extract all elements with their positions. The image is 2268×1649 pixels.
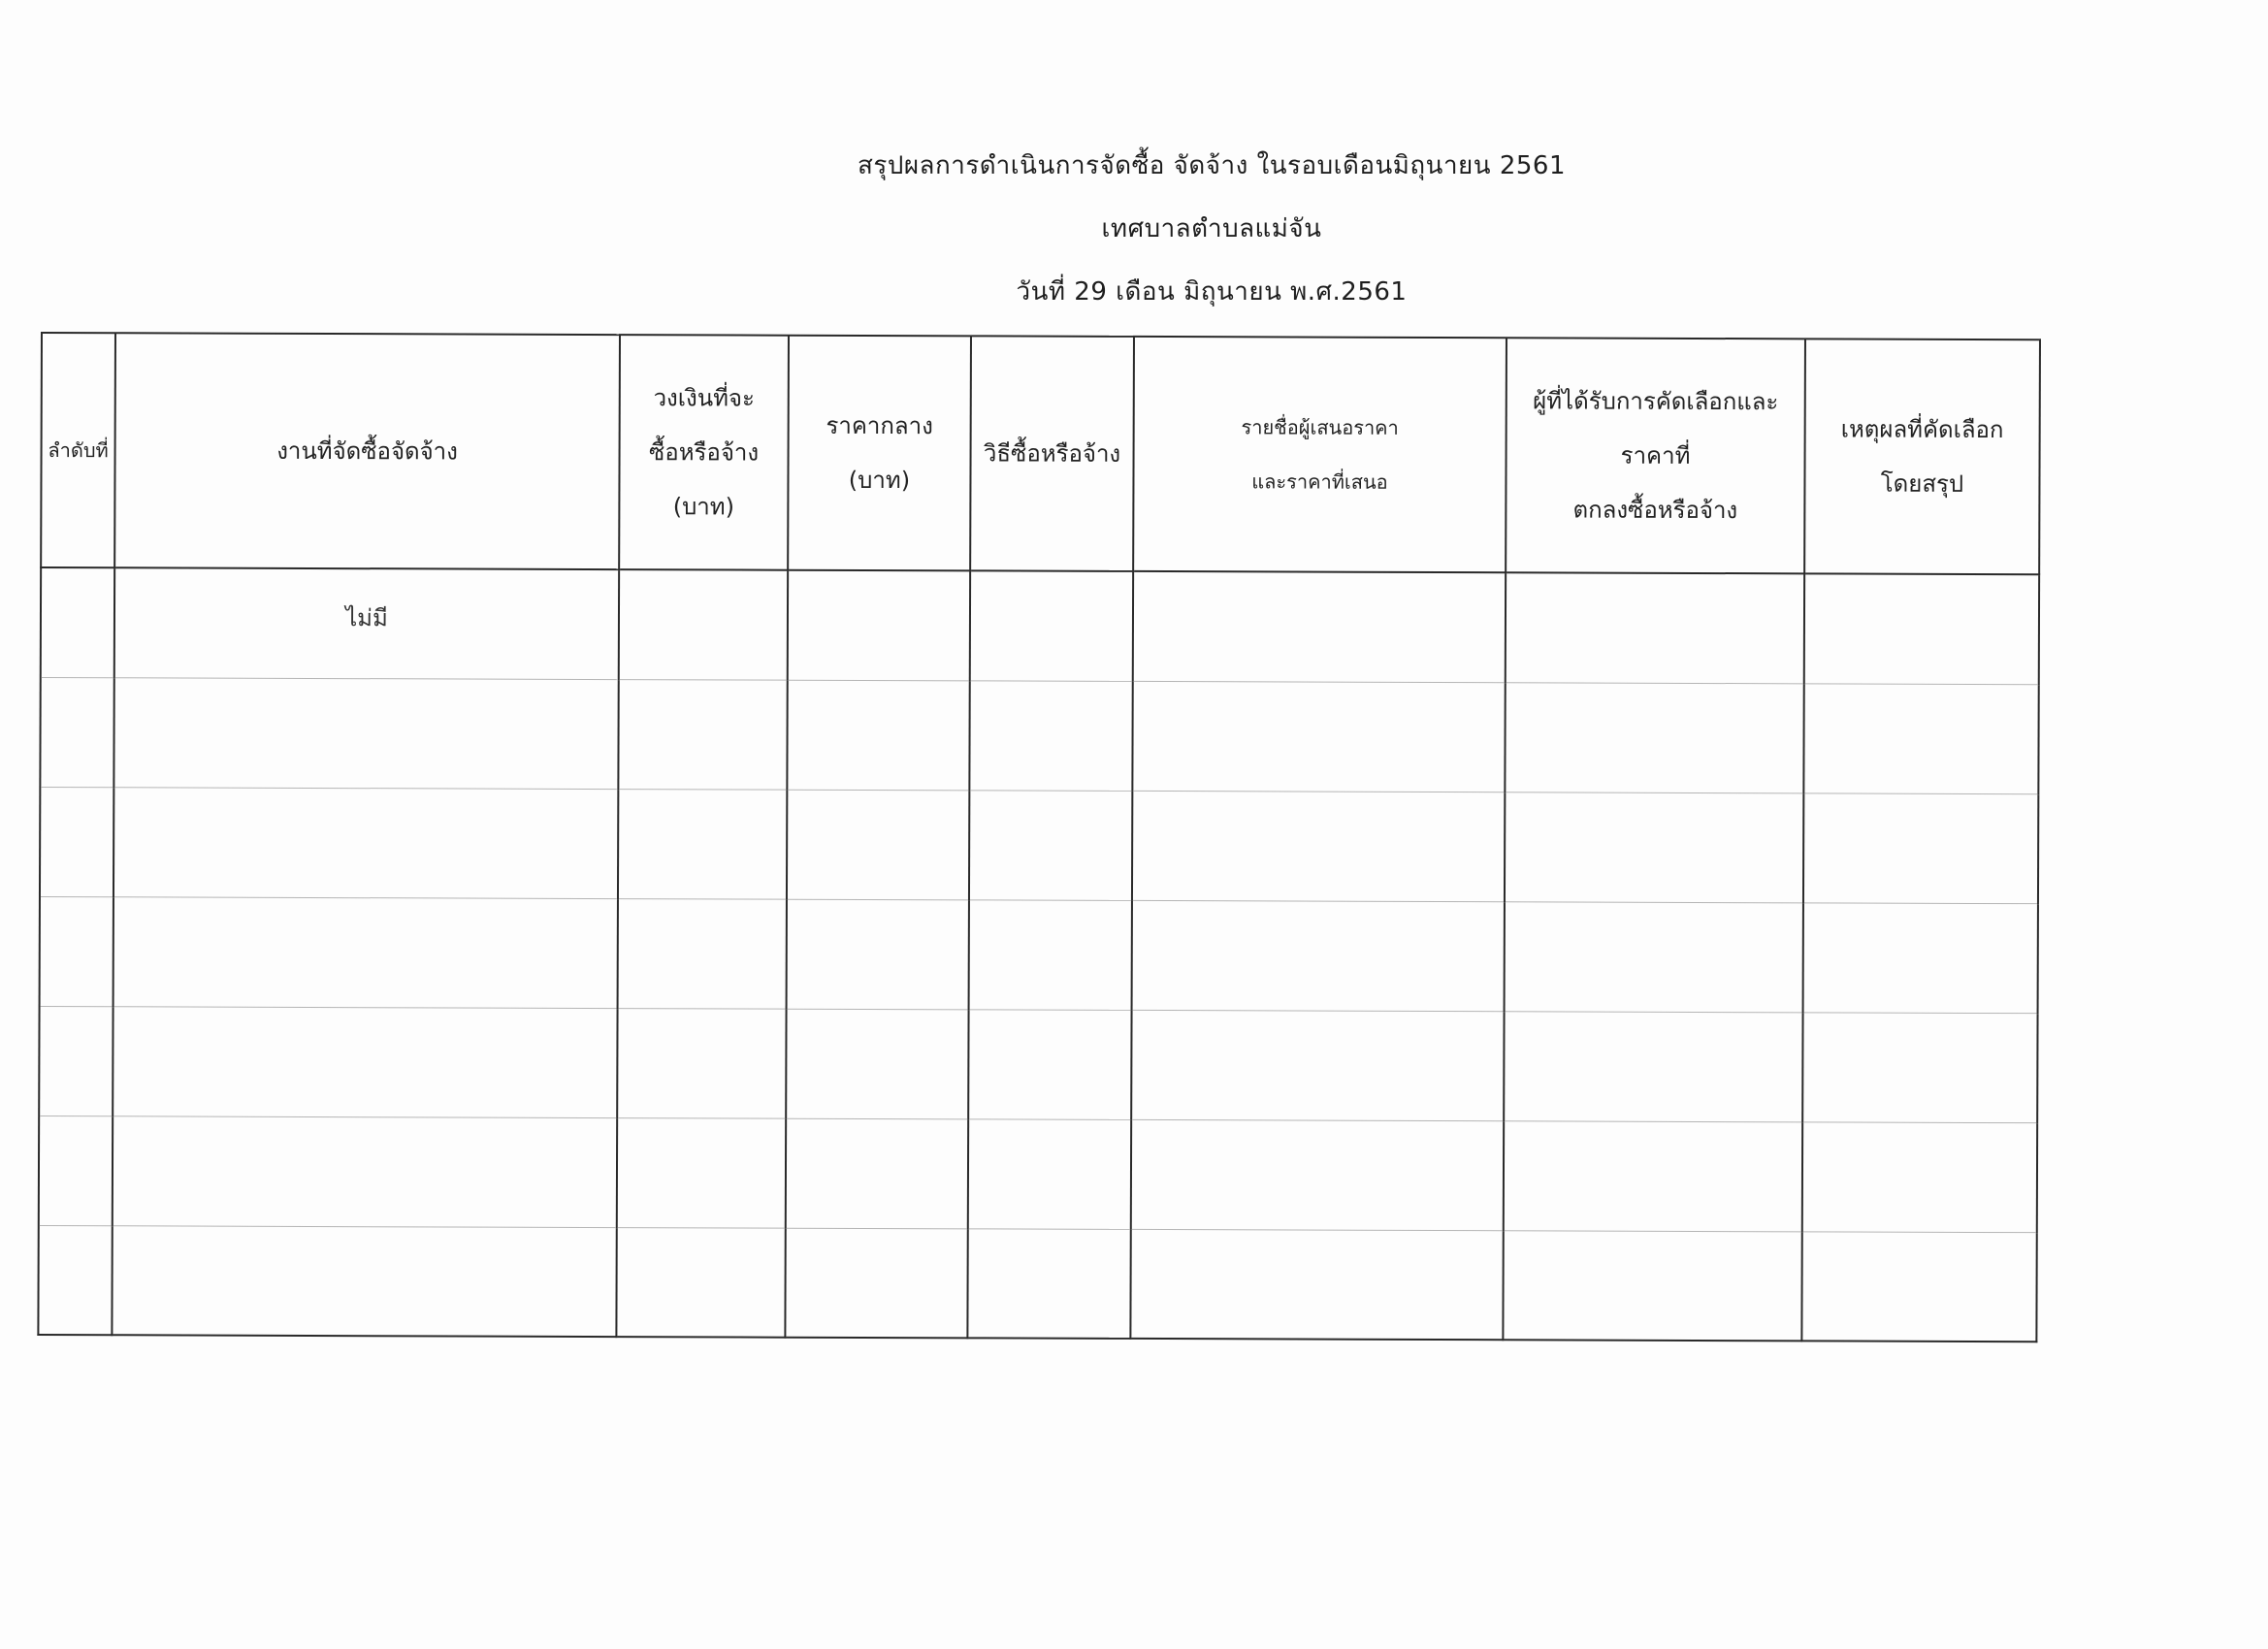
table-row (41, 567, 2039, 684)
table-cell (786, 1118, 968, 1229)
table-cell (1803, 683, 2038, 793)
table-cell (1506, 572, 1804, 683)
table-row (40, 787, 2038, 903)
table-cell (968, 1118, 1131, 1229)
table-row (38, 1225, 2036, 1342)
table-cell (1803, 792, 2038, 903)
table-cell (787, 790, 969, 900)
table-row (40, 677, 2038, 793)
table-cell (788, 570, 970, 681)
table-cell (968, 1009, 1131, 1119)
column-header-bidders: รายชื่อผู้เสนอราคา และราคาที่เสนอ (1133, 337, 1507, 572)
table-cell (112, 1225, 616, 1337)
table-cell (1130, 1229, 1503, 1340)
table-cell (787, 899, 969, 1010)
table-cell (1505, 901, 1803, 1012)
table-cell (787, 680, 969, 791)
table-cell (1132, 681, 1505, 792)
column-header-method: วิธีซื้อหรือจ้าง (970, 336, 1134, 571)
table-cell (40, 677, 113, 787)
table-cell (1802, 1012, 2037, 1122)
table-cell (39, 1006, 113, 1116)
table-cell (38, 1225, 112, 1335)
table-cell (970, 570, 1133, 681)
column-header-sequence: ลำดับที่ (41, 333, 115, 567)
document-date: วันที่ 29 เดือน มิถุนายน พ.ศ.2561 (1016, 277, 1408, 307)
table-cell: ไม่มี (114, 567, 619, 679)
table-cell (617, 1008, 786, 1118)
procurement-summary-table (37, 332, 2041, 1342)
table-cell (785, 1228, 967, 1339)
table-cell (618, 679, 787, 790)
table-cell (617, 1117, 786, 1228)
organization-name: เทศบาลตำบลแม่จัน (1101, 214, 1322, 243)
table-row (39, 1006, 2037, 1122)
table-cell (1803, 902, 2038, 1013)
table-cell (39, 1116, 113, 1225)
column-header-procurement-item: งานที่จัดซื้อจัดจ้าง (114, 333, 620, 569)
table-cell (113, 787, 618, 898)
table-cell (113, 896, 618, 1008)
table-row (39, 1116, 2037, 1232)
table-cell (1131, 1119, 1504, 1230)
table-row (40, 896, 2038, 1013)
table-cell (113, 1116, 617, 1227)
table-cell (969, 899, 1132, 1010)
table-cell (113, 1006, 617, 1117)
document-title: สรุปผลการดำเนินการจัดซื้อ จัดจ้าง ในรอบเดือนมิถุนายน 2561 (857, 151, 1566, 180)
table-cell (786, 1009, 968, 1119)
table-cell (1133, 571, 1506, 682)
table-cell (1801, 1231, 2036, 1342)
table-cell (1504, 1011, 1802, 1121)
table-cell (619, 569, 788, 680)
table-cell (969, 680, 1132, 791)
table-cell (40, 787, 113, 896)
table-cell (40, 896, 113, 1006)
table-cell (1131, 1010, 1504, 1120)
table-cell (1503, 1230, 1801, 1341)
table-header-row (41, 333, 2040, 574)
table-cell (967, 1228, 1130, 1339)
table-cell (1802, 1121, 2037, 1232)
table-cell (41, 567, 114, 677)
table-cell (969, 790, 1132, 900)
table-cell (1504, 1120, 1802, 1231)
table-cell (113, 677, 618, 789)
table-cell (616, 1227, 785, 1338)
table-cell (1505, 682, 1803, 792)
column-header-budget: วงเงินที่จะ ซื้อหรือจ้าง (บาท) (619, 335, 789, 570)
column-header-median-price: ราคากลาง (บาท) (788, 336, 971, 571)
table-cell (1132, 900, 1505, 1011)
table-cell (618, 898, 787, 1009)
column-header-selected-vendor: ผู้ที่ได้รับการคัดเลือกและ ราคาที่ ตกลงซื้อหรือจ้าง (1506, 338, 1805, 573)
table-cell (1505, 792, 1803, 902)
table-cell (618, 789, 787, 899)
table-cell (1804, 573, 2039, 684)
column-header-selection-reason: เหตุผลที่คัดเลือก โดยสรุป (1804, 339, 2040, 574)
table-cell (1132, 791, 1505, 901)
